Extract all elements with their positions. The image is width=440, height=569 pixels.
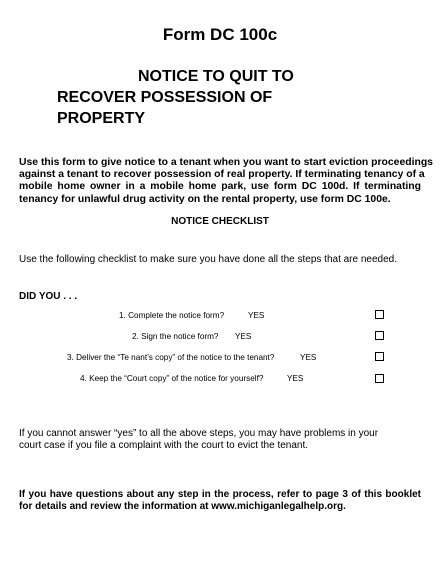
warning-line: court case if you file a complaint with the court to evict the tenant. (19, 440, 309, 452)
form-title: Form DC 100c (162, 25, 278, 44)
questions-line: If you have questions about any step in the process, refer to page 3 of this booklet (19, 489, 421, 500)
questions-line: for details and review the information at www.michiganlegalhelp.org. (19, 501, 346, 513)
questions-paragraph (19, 489, 421, 513)
checklist-step-3: 3. Deliver the “Te nant’s copy” of the notice to the tenant? (67, 353, 275, 362)
warning-paragraph (19, 428, 378, 452)
checklist-step-4: 4. Keep the “Court copy” of the notice for yourself? (80, 374, 264, 383)
intro-line: Use this form to give notice to a tenant when you want to start eviction proceedings (19, 157, 433, 168)
checklist-answer-3: YES (300, 353, 317, 362)
checklist-answer-4: YES (287, 374, 304, 383)
did-you-heading: DID YOU . . . (19, 291, 78, 302)
intro-paragraph (19, 157, 433, 206)
notice-title-line-1: NOTICE TO QUIT TO (138, 68, 294, 85)
warning-line: If you cannot answer “yes” to all the above steps, you may have problems in your (19, 428, 379, 439)
checklist-heading: NOTICE CHECKLIST (171, 216, 269, 227)
checklist-checkbox-1[interactable] (375, 310, 384, 319)
checklist-answer-1: YES (248, 311, 265, 320)
intro-line: tenancy for unlawful drug activity on the rental property, use form DC 100e. (19, 193, 391, 205)
intro-line: mobile home owner in a mobile home park, use form DC 100d. If terminating (19, 181, 421, 193)
checklist-checkbox-3[interactable] (375, 352, 384, 361)
checklist-checkbox-4[interactable] (375, 374, 384, 383)
notice-title-line-3: PROPERTY (57, 110, 146, 127)
checklist-checkbox-2[interactable] (375, 331, 384, 340)
intro-line: against a tenant to recover possession of real property. If terminating tenancy of a (19, 169, 425, 181)
checklist-intro: Use the following checklist to make sure you have done all the steps that are needed. (19, 254, 398, 265)
checklist-step-2: 2. Sign the notice form? (132, 332, 219, 341)
notice-title-line-2: RECOVER POSSESSION OF (57, 89, 273, 106)
checklist-answer-2: YES (235, 332, 252, 341)
checklist-step-1: 1. Complete the notice form? (119, 311, 225, 320)
